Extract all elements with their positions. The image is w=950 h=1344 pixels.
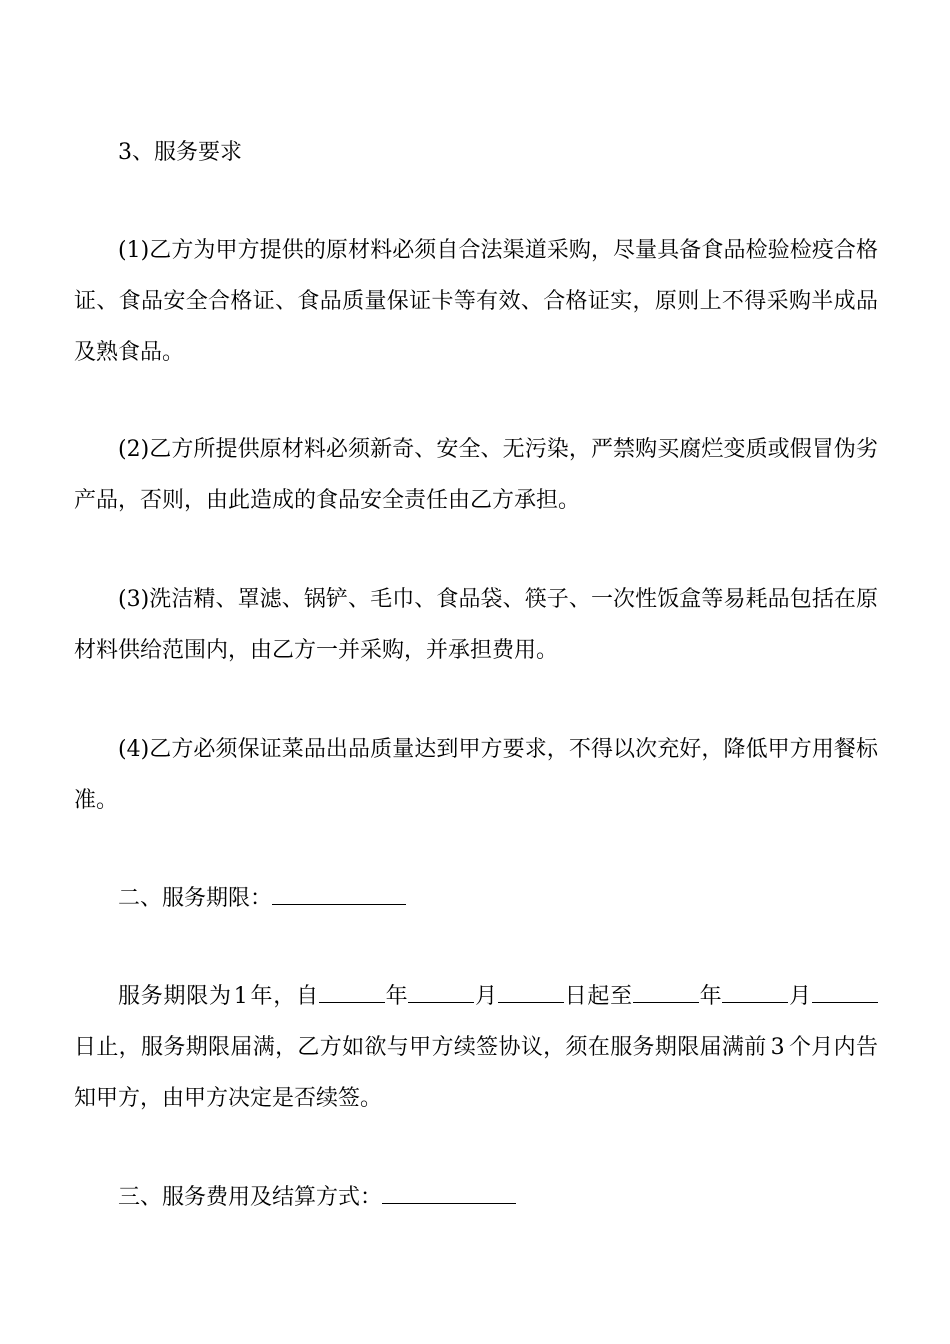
end-month-blank[interactable] bbox=[722, 1001, 788, 1003]
term-text-start: 服务期限为 bbox=[118, 984, 232, 1009]
end-year-label: 年 bbox=[698, 984, 723, 1009]
service-term-label: 二、服务期限： bbox=[118, 886, 273, 911]
end-year-blank[interactable] bbox=[633, 1001, 699, 1003]
section-heading-service-requirements: 3、服务要求 bbox=[118, 140, 242, 165]
term-notice-months: 3 bbox=[770, 1035, 785, 1060]
term-text-rest: 日止，服务期限届满，乙方如欲与甲方续签协议，须在服务期限届满前 bbox=[74, 1035, 767, 1060]
end-day-blank[interactable] bbox=[812, 1001, 878, 1003]
term-years: 1 bbox=[233, 984, 248, 1009]
start-day-blank[interactable] bbox=[498, 1001, 564, 1003]
requirement-item-3: (3)洗洁精、罩滤、锅铲、毛巾、食品袋、筷子、一次性饭盒等易耗品包括在原材料供给范围内，由乙方一并采购，并承担费用。 bbox=[74, 587, 878, 663]
service-term-blank[interactable] bbox=[272, 903, 406, 905]
requirement-item-1: (1)乙方为甲方提供的原材料必须自合法渠道采购，尽量具备食品检验检疫合格证、食品安全合格证、食品质量保证卡等有效、合格证实，原则上不得采购半成品及熟食品。 bbox=[74, 238, 878, 365]
requirement-item-2: (2)乙方所提供原材料必须新奇、安全、无污染，严禁购买腐烂变质或假冒伪劣产品，否则，由此造成的食品安全责任由乙方承担。 bbox=[74, 437, 878, 513]
section-heading-fees-settlement bbox=[74, 1172, 878, 1223]
fees-settlement-label: 三、服务费用及结算方式： bbox=[118, 1185, 383, 1210]
end-month-label: 月 bbox=[788, 984, 812, 1009]
section-heading-service-term bbox=[74, 873, 878, 924]
requirement-item-4: (4)乙方必须保证菜品出品质量达到甲方要求，不得以次充好，降低甲方用餐标准。 bbox=[74, 737, 878, 813]
start-day-label: 日起至 bbox=[563, 984, 633, 1009]
service-term-paragraph bbox=[74, 971, 878, 1124]
start-year-label: 年 bbox=[384, 984, 409, 1009]
fees-settlement-blank[interactable] bbox=[382, 1202, 516, 1204]
start-month-blank[interactable] bbox=[408, 1001, 474, 1003]
term-year-unit: 年，自 bbox=[249, 984, 319, 1009]
start-month-label: 月 bbox=[474, 984, 498, 1009]
term-text-rest2: 个月内告知甲方，由甲方决定是否续签。 bbox=[74, 1035, 878, 1111]
start-year-blank[interactable] bbox=[319, 1001, 385, 1003]
